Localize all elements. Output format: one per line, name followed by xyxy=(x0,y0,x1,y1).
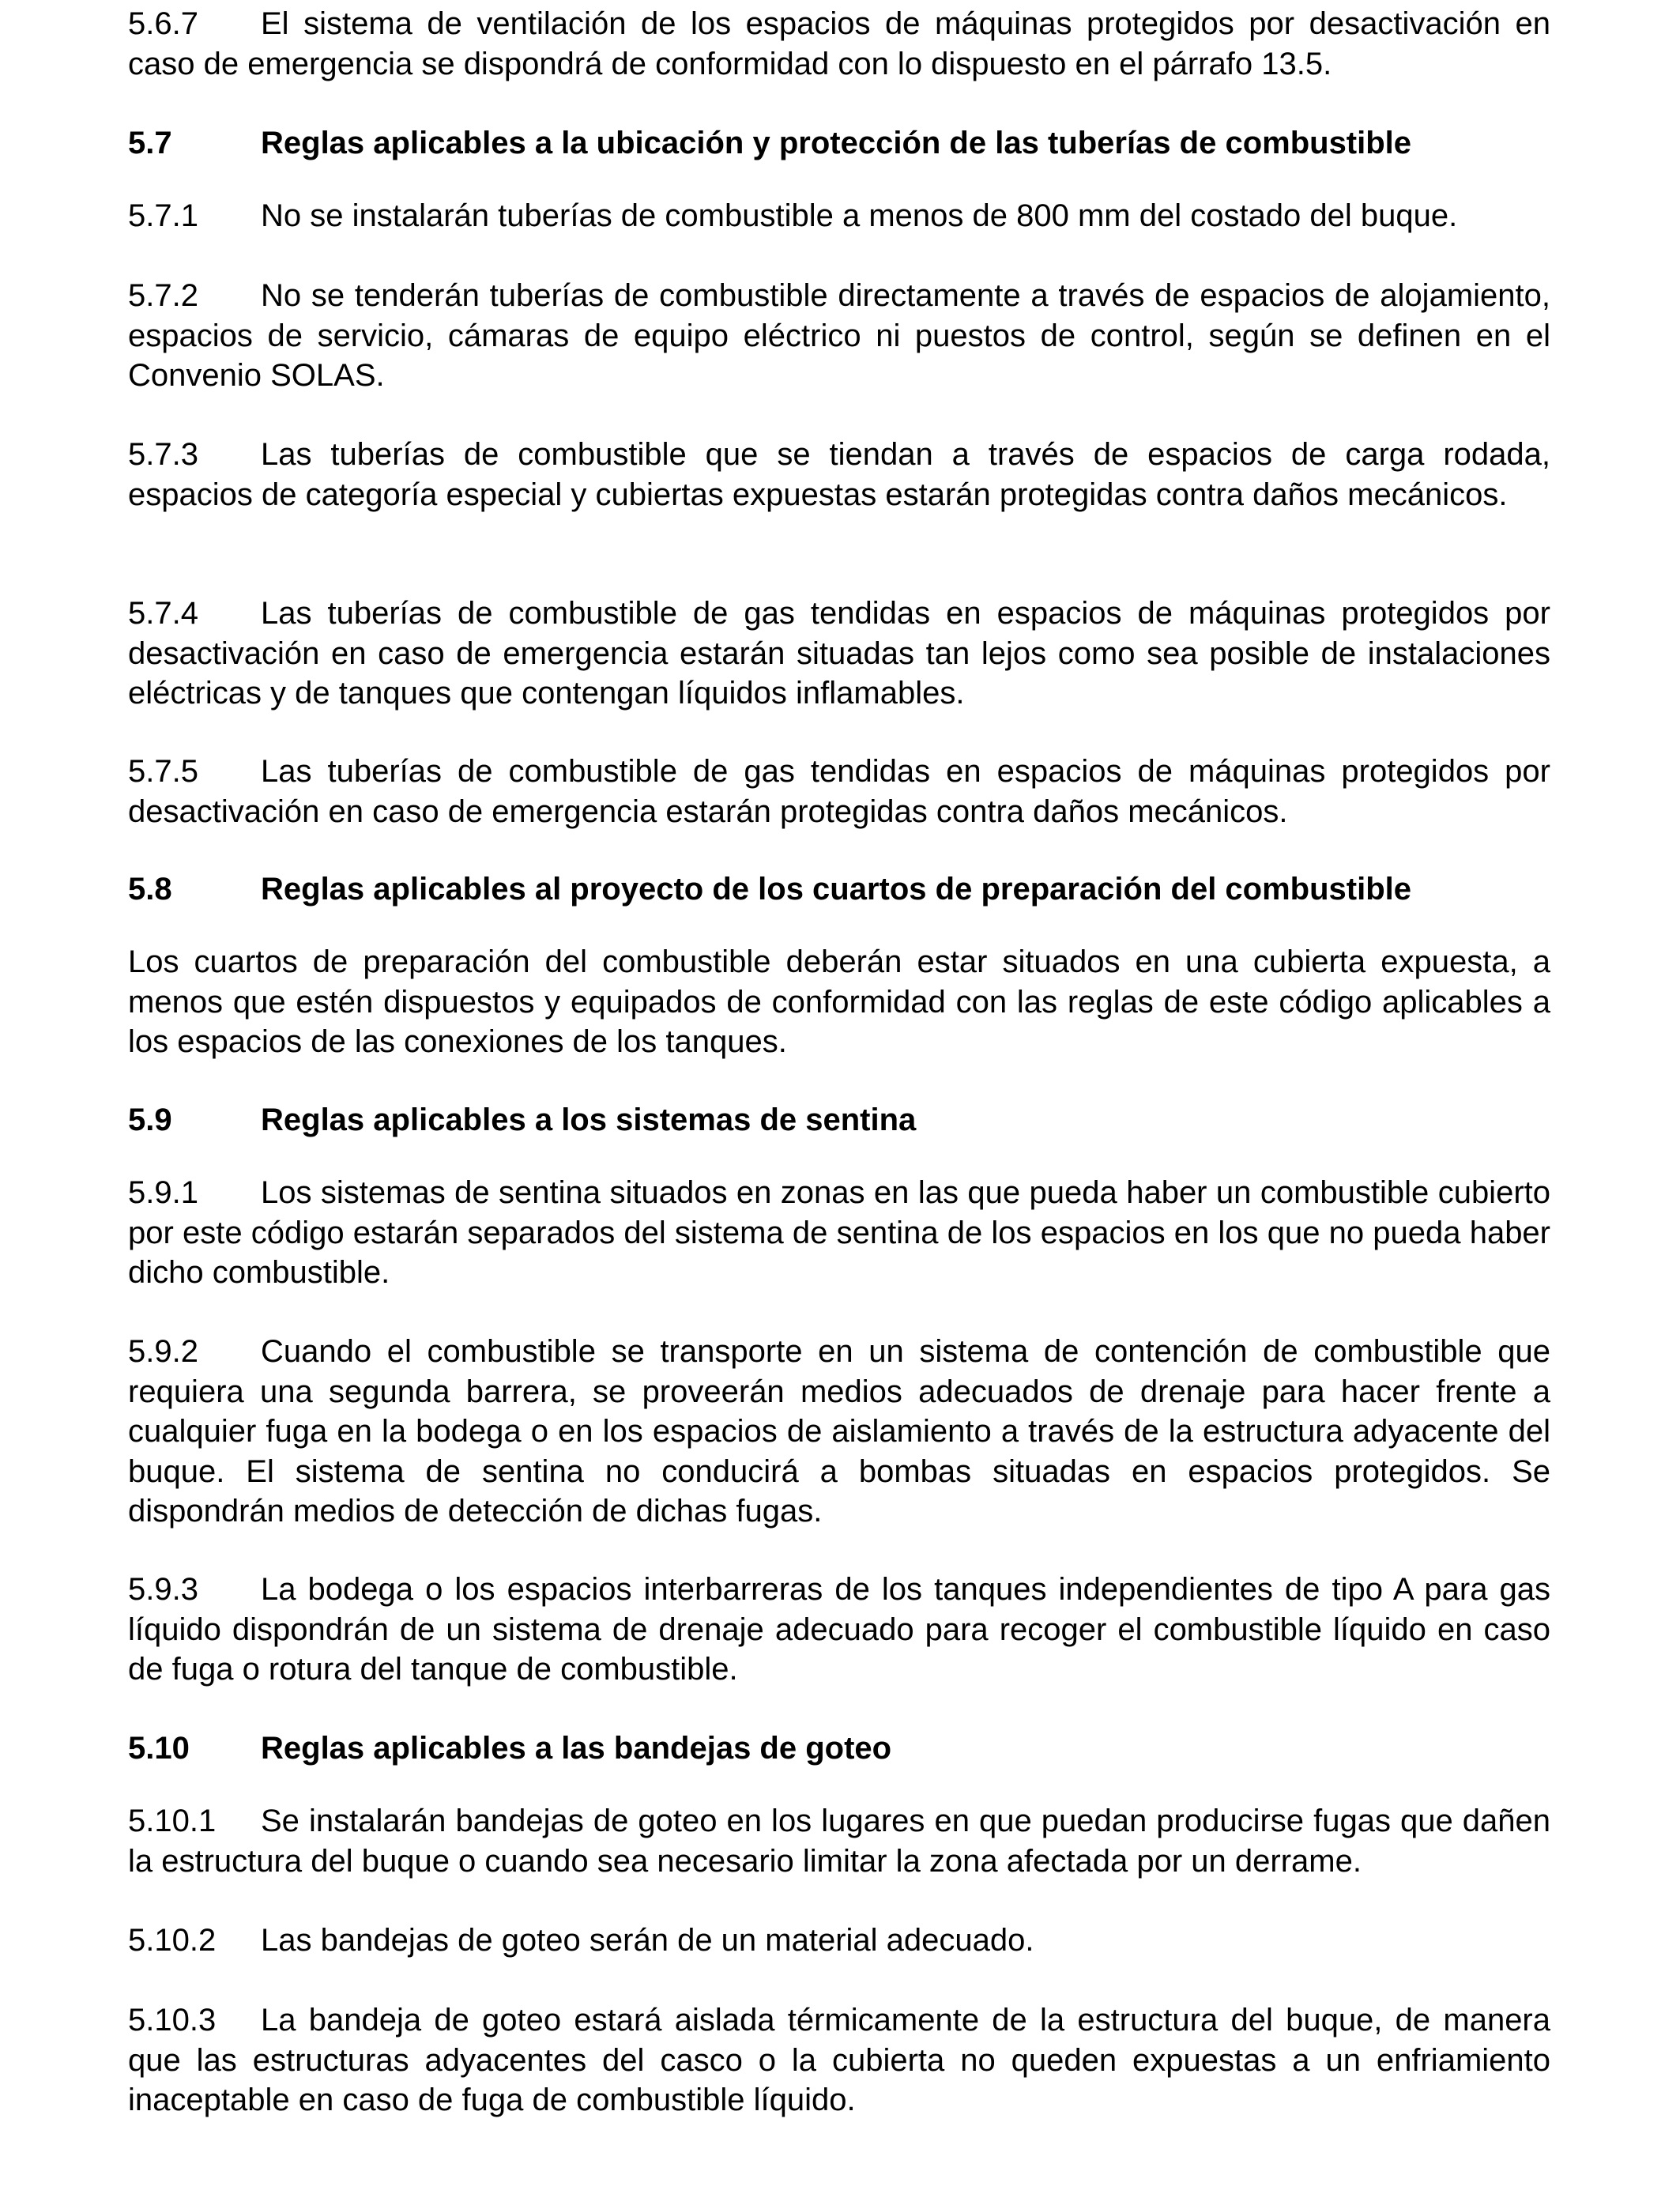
paragraph-text: Las tuberías de combustible de gas tendidas en espacios de máquinas protegidos por desactivación en caso de emergencia estarán protegidas contra daños mecánicos. xyxy=(128,754,1550,829)
paragraph-5-9-1 xyxy=(128,1173,1550,1293)
section-title: Reglas aplicables a las bandejas de goteo xyxy=(261,1731,892,1766)
paragraph-number: 5.10.1 xyxy=(128,1804,217,1838)
paragraph-5-7-1 xyxy=(128,196,1550,236)
section-title: Reglas aplicables a la ubicación y protección de las tuberías de combustible xyxy=(261,126,1412,160)
heading-5-7 xyxy=(128,123,1550,164)
paragraph-5-10-1 xyxy=(128,1801,1550,1881)
paragraph-number: 5.7.2 xyxy=(128,278,198,313)
section-number: 5.7 xyxy=(128,126,172,160)
paragraph-5-7-5 xyxy=(128,752,1550,831)
section-number: 5.8 xyxy=(128,872,172,907)
heading-5-10 xyxy=(128,1728,1550,1769)
paragraph-text: La bodega o los espacios interbarreras de los tanques independientes de tipo A para gas líquido dispondrán de un sistema de drenaje adecuado para recoger el combustible líquido en caso de fuga o rotura del tanque de combustible. xyxy=(128,1572,1550,1687)
paragraph-text: Se instalarán bandejas de goteo en los lugares en que puedan producirse fugas que dañen la estructura del buque o cuando sea necesario limitar la zona afectada por un derrame. xyxy=(128,1804,1550,1879)
paragraph-5-7-3 xyxy=(128,435,1550,515)
paragraph-5-10-2 xyxy=(128,1921,1550,1961)
paragraph-text: Las bandejas de goteo serán de un material adecuado. xyxy=(261,1923,1034,1958)
paragraph-5-6-7 xyxy=(128,4,1550,84)
paragraph-text: No se tenderán tuberías de combustible directamente a través de espacios de alojamiento, espacios de servicio, cámaras de equipo eléctrico ni puestos de control, según se definen en el Convenio SOLAS. xyxy=(128,278,1550,393)
paragraph-text: Las tuberías de combustible que se tiendan a través de espacios de carga rodada, espacios de categoría especial y cubiertas expuestas estarán protegidas contra daños mecánicos. xyxy=(128,437,1550,512)
heading-5-9 xyxy=(128,1100,1550,1140)
paragraph-5-7-4 xyxy=(128,594,1550,714)
paragraph-text: Cuando el combustible se transporte en un sistema de contención de combustible que requiera una segunda barrera, se proveerán medios adecuados de drenaje para hacer frente a cualquier fuga en la bodega o en los espacios de aislamiento a través de la estructura adyacente del buque. El sistema de sentina no conducirá a bombas situadas en espacios protegidos. Se dispondrán medios de detección de dichas fugas. xyxy=(128,1334,1550,1529)
paragraph-text: No se instalarán tuberías de combustible a menos de 800 mm del costado del buque. xyxy=(261,198,1458,233)
section-title: Reglas aplicables a los sistemas de sentina xyxy=(261,1103,917,1137)
paragraph-number: 5.10.2 xyxy=(128,1923,217,1958)
paragraph-number: 5.7.3 xyxy=(128,437,198,472)
paragraph-5-9-3 xyxy=(128,1570,1550,1690)
paragraph-5-9-2 xyxy=(128,1332,1550,1532)
paragraph-5-10-3 xyxy=(128,2000,1550,2120)
heading-5-8 xyxy=(128,869,1550,910)
paragraph-number: 5.7.1 xyxy=(128,198,198,233)
section-number: 5.9 xyxy=(128,1103,172,1137)
paragraph-number: 5.10.3 xyxy=(128,2003,217,2038)
paragraph-number: 5.9.1 xyxy=(128,1175,198,1210)
paragraph-text: El sistema de ventilación de los espacios de máquinas protegidos por desactivación en caso de emergencia se dispondrá de conformidad con lo dispuesto en el párrafo 13.5. xyxy=(128,6,1550,81)
section-title: Reglas aplicables al proyecto de los cuartos de preparación del combustible xyxy=(261,872,1412,907)
paragraph-number: 5.7.4 xyxy=(128,596,198,631)
paragraph-number: 5.6.7 xyxy=(128,6,198,41)
paragraph-number: 5.9.3 xyxy=(128,1572,198,1607)
paragraph-5-7-2 xyxy=(128,276,1550,396)
paragraph-text: La bandeja de goteo estará aislada térmicamente de la estructura del buque, de manera que las estructuras adyacentes del casco o la cubierta no queden expuestas a un enfriamiento inaceptable en caso de fuga de combustible líquido. xyxy=(128,2003,1550,2117)
paragraph-text: Las tuberías de combustible de gas tendidas en espacios de máquinas protegidos por desactivación en caso de emergencia estarán situadas tan lejos como sea posible de instalaciones eléctricas y de tanques que contengan líquidos inflamables. xyxy=(128,596,1550,711)
paragraph-number: 5.7.5 xyxy=(128,754,198,789)
paragraph-5-8 xyxy=(128,942,1550,1062)
section-number: 5.10 xyxy=(128,1731,190,1766)
paragraph-text: Los sistemas de sentina situados en zonas en las que pueda haber un combustible cubierto por este código estarán separados del sistema de sentina de los espacios en los que no pueda haber dicho combustible. xyxy=(128,1175,1550,1290)
paragraph-text: Los cuartos de preparación del combustible deberán estar situados en una cubierta expuesta, a menos que estén dispuestos y equipados de conformidad con las reglas de este código aplicables a los espacios de las conexiones de los tanques. xyxy=(128,944,1550,1059)
paragraph-number: 5.9.2 xyxy=(128,1334,198,1369)
